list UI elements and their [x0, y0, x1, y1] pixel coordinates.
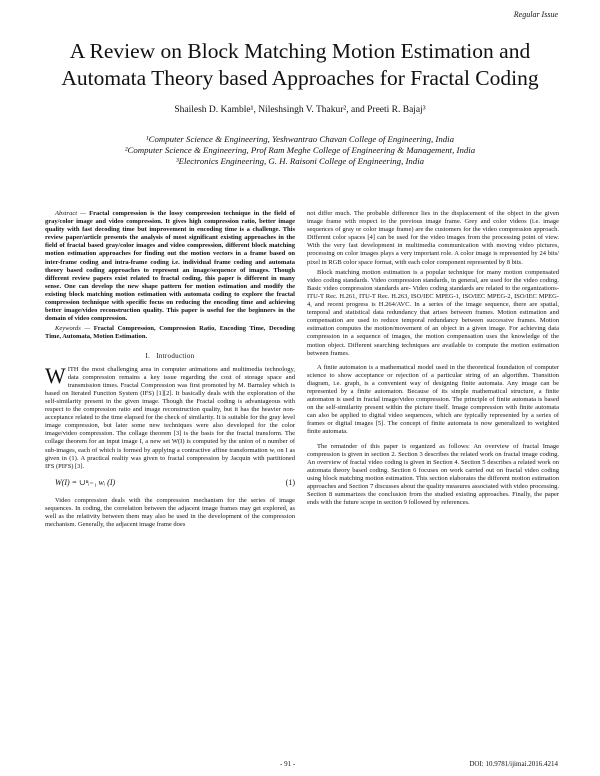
- abstract: [45, 210, 295, 323]
- section-heading-introduction: [45, 352, 295, 360]
- intro-paragraph-2: Video compression deals with the compression mechanism for the series of image sequences. In coding, the correlation between the adjacent image frames may get explored, as well as the relativity between them may also be used in the development of the compression mechanism. Generally, the adjacent image frame does: [45, 496, 295, 529]
- keywords-label: Keywords —: [55, 325, 91, 333]
- keywords: [45, 325, 295, 341]
- section-title: Introduction: [156, 351, 195, 360]
- page-number: - 91 -: [280, 760, 296, 768]
- intro-paragraph-1: [45, 362, 295, 471]
- right-paragraph-2: Block matching motion estimation is a popular technique for many motion compensated video coding standards. Video compression standards, in general, are used for the video coding. Basic video compression standards are- Video coding standards are related to the organizations- ITU-T Rec. H.261, ITU-T Rec. H.263, ISO/IEC MPEG-1, ISO/IEC MPEG-2, ISO/IEC MPEG-4, and recent progress is H.264/AVC. In a series of the image sequence, there are spatial, temporal and statistical data redundancy that arises between frames. Motion estimation and compensation are used to reduce temporal redundancy between successive frames. Motion estimation computes the motion/movement of an object in a given image. For achieving data compression in a sequence of images, the motion compensation uses the knowledge of the motion object. Different searching techniques are available to compute the motion estimation between frames.: [307, 268, 559, 357]
- right-paragraph-1: not differ much. The probable difference lies in the displacement of the object in the given image frame with respect to the previous image frame. Grey and color videos (i.e. image sequences of gray or color image frame) are the customers for the video compression approach. Different color spaces [4] can be used for the video images from the processing point of view. With the very fast development in multimedia communication with moving video pictures, processing on color images plays a very important role. A color image is represented by 24 bits/ pixel in RGB color space format, with each color component represented by 8 bits.: [307, 210, 559, 266]
- intro-paragraph-1-text: ITH the most challenging area in computer animations and multimedia technology, data compression remains a key issue regarding the cost of storage space and transmission times. Fractal Compression was first promoted by M. Barnsley which is based on Iterated Function System (IFS) [1][2]. It basically deals with the exploration of the self-similarity present in the given image. Though the Fractal coding is advantageous with respect to the compression ratio and image reconstruction quality, but it has the heavier non-acceptance related to the time elapsed for the check of similarity. It is suitable for the gray level image compression, but later some new techniques were also developed for the color image/video compression. The collage theorem [3] is the basis for the fractal transform. The collage theorem for an input image I, a new set W(I) is computed by the union of n number of sub-images, each of which is formed by applying a contractive affine transformation wᵢ on I as given in (1). A practical reality was given to fractal compression by Jacquin with partitioned IFS (PIFS) [3].: [45, 365, 295, 470]
- abstract-text: Fractal compression is the lossy compression technique in the field of gray/color image and video compression. It gives high compression ratio, better image quality with fast decoding time but improvement in encoding time is a challenge. This review paper/article presents the analysis of most significant existing approaches in the field of fractal based gray/color images and video compression, different block matching motion estimation approaches for finding out the motion vectors in a frame based on inter-frame coding and intra-frame coding i.e. individual frame coding and automata theory based coding approaches to represent an image/sequence of images. Though different review papers exist related to fractal coding, this paper is different in many sense. One can develop the new shape pattern for motion estimation and modify the existing block matching motion estimation with automata coding to explore the fractal compression technique with specific focus on reducing the encoding time and achieving better image/video reconstruction quality. This paper is useful for the beginners in the domain of video compression.: [45, 210, 295, 323]
- authors: Shailesh D. Kamble¹, Nileshsingh V. Thakur², and Preeti R. Bajaj³: [174, 105, 426, 115]
- section-number: I.: [145, 351, 151, 360]
- title-line-2: Automata Theory based Approaches for Fractal Coding: [61, 66, 539, 90]
- affiliations: [20, 134, 580, 167]
- doi-link[interactable]: DOI: 10.9781/ijimai.2016.4214: [469, 760, 558, 768]
- drop-cap: W: [45, 362, 66, 388]
- paper-title: [20, 38, 580, 92]
- left-column: [45, 210, 295, 531]
- equation-text: W(I) = ∪ⁿᵢ₌₁ wᵢ (I): [55, 477, 116, 487]
- equation-1: [45, 479, 295, 487]
- keywords-text: Fractal Compression, Compression Ratio, Encoding Time, Decoding Time, Automata, Motion Estimation.: [45, 325, 296, 341]
- right-paragraph-4: The remainder of this paper is organized as follows: An overview of fractal Image compression is given in section 2. Section 3 describes the related work on fractal image coding. An overview of fractal video coding is given in Section 4. Section 5 describes a related work on automata theory based coding. Section 6 focuses on work carried out on fractal video coding using block matching motion estimation. This section elaborates the different motion estimation approaches and Section 7 discusses about the quality measures associated with video processing. Section 8 summarizes the conclusion from the studied existing approaches. Finally, the paper ends with the future scope in section 9 followed by references.: [307, 442, 559, 507]
- running-head: Regular Issue: [513, 10, 558, 19]
- abstract-label: Abstract —: [55, 210, 86, 217]
- right-paragraph-3: A finite automaton is a mathematical model used in the theoretical foundation of computer science to show acceptance or rejection of a particular string of an algorithm. Transition diagram, i.e. graph, is a convenient way of designing finite automata. Any image can be represented by a finite automaton. Because of its simple mathematical structure, a finite automaton is used in fractal image/video compression. The principle of finite automata is based on the self-similarity present within the picture itself. Image compression with finite automata can also be applied to digital video sequences, which are typically represented by a series of frames or digital images [5]. The concept of finite automata is now generalized to weighted finite automata.: [307, 363, 559, 436]
- title-line-1: A Review on Block Matching Motion Estimation and: [69, 39, 531, 63]
- equation-number: (1): [285, 477, 295, 487]
- affiliation-1: ¹Computer Science & Engineering, Yeshwantrao Chavan College of Engineering, India: [146, 134, 454, 144]
- affiliation-3: ³Electronics Engineering, G. H. Raisoni College of Engineering, India: [175, 156, 425, 166]
- affiliation-2: ²Computer Science & Engineering, Prof Ram Meghe College of Engineering & Management, India: [124, 145, 476, 155]
- right-column: [307, 210, 559, 509]
